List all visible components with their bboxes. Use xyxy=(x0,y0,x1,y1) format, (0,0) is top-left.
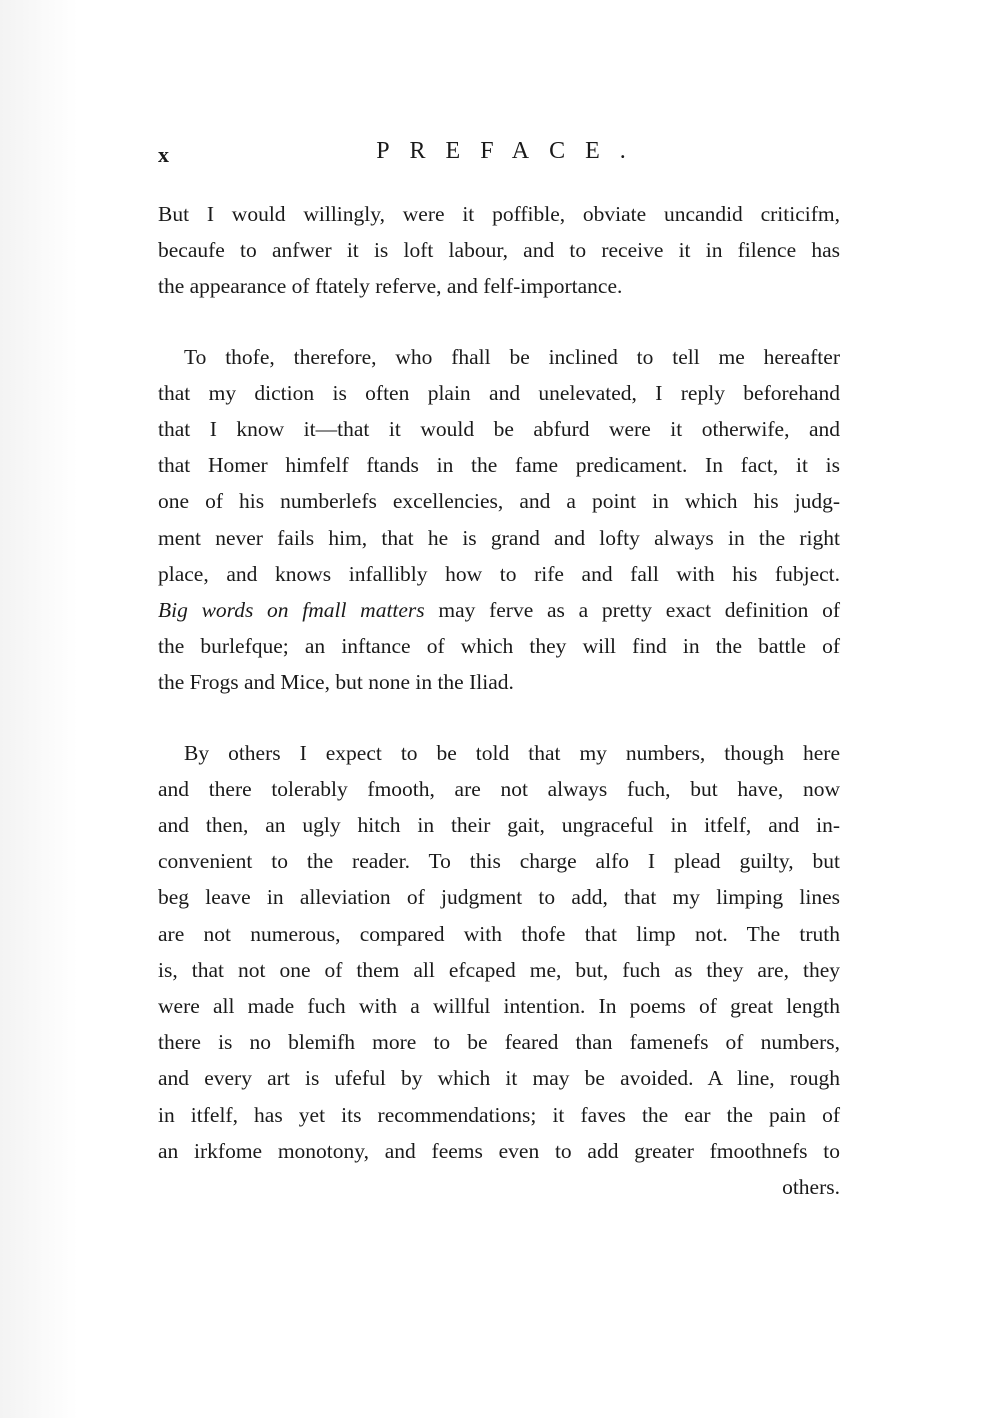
line-text: may ferve as a pretty exact definition of xyxy=(424,598,840,623)
text-line xyxy=(158,196,840,232)
line-text: ment never fails him, that he is grand and lofty always in the right xyxy=(158,525,840,550)
text-line xyxy=(158,375,840,411)
page-edge-shadow xyxy=(0,0,78,1418)
text-line xyxy=(158,843,840,879)
text-line xyxy=(158,735,840,771)
text-line xyxy=(158,268,840,304)
page-header xyxy=(158,138,840,174)
text-line xyxy=(158,447,840,483)
line-text: and every art is ufeful by which it may be avoided. A line, rough xyxy=(158,1066,840,1091)
line-text: that my diction is often plain and unelevated, I reply beforehand xyxy=(158,380,840,405)
paragraph xyxy=(158,196,840,305)
paragraph xyxy=(158,339,840,701)
line-text: in itfelf, has yet its recommendations; it faves the ear the pain of xyxy=(158,1102,840,1127)
text-line xyxy=(158,664,840,700)
italic-phrase: Big words on fmall matters xyxy=(158,598,425,623)
line-text: are not numerous, compared with thofe that limp not. The truth xyxy=(158,921,840,946)
text-line xyxy=(158,1133,840,1169)
text-line xyxy=(158,556,840,592)
text-line xyxy=(158,1169,840,1205)
line-text: the appearance of ftately referve, and felf-importance. xyxy=(158,274,623,299)
text-line xyxy=(158,411,840,447)
text-line xyxy=(158,520,840,556)
text-line xyxy=(158,1024,840,1060)
line-text: place, and knows infallibly how to rife and fall with his fubject. xyxy=(158,561,840,586)
line-text: But I would willingly, were it poffible, obviate uncandid criticifm, xyxy=(158,202,840,226)
text-line xyxy=(158,339,840,375)
line-text: convenient to the reader. To this charge alfo I plead guilty, but xyxy=(158,849,840,874)
line-text: one of his numberlefs excellencies, and a point in which his judg- xyxy=(158,489,840,514)
text-line xyxy=(158,916,840,952)
line-text: and then, an ugly hitch in their gait, ungraceful in itfelf, and in- xyxy=(158,813,840,838)
line-text: To thofe, therefore, who fhall be inclined to tell me hereafter xyxy=(184,344,840,369)
body-text xyxy=(158,196,840,1205)
line-text: is, that not one of them all efcaped me, but, fuch as they are, they xyxy=(158,957,840,982)
text-line xyxy=(158,879,840,915)
text-line xyxy=(158,232,840,268)
line-text: there is no blemifh more to be feared than famenefs of numbers, xyxy=(158,1030,840,1055)
line-text: the burlefque; an inftance of which they will find in the battle of xyxy=(158,634,840,659)
line-text: that Homer himfelf ftands in the fame predicament. In fact, it is xyxy=(158,453,840,478)
line-text: the Frogs and Mice, but none in the Iliad. xyxy=(158,670,514,695)
line-text: beg leave in alleviation of judgment to add, that my limping lines xyxy=(158,885,840,910)
text-line xyxy=(158,592,840,628)
running-title: PREFACE. xyxy=(376,138,646,164)
text-line xyxy=(158,628,840,664)
line-text: others. xyxy=(782,1175,840,1200)
paragraph xyxy=(158,735,840,1206)
text-line xyxy=(158,1097,840,1133)
text-line xyxy=(158,807,840,843)
line-text: By others I expect to be told that my numbers, though here xyxy=(184,740,840,765)
text-line xyxy=(158,988,840,1024)
text-line xyxy=(158,483,840,519)
line-text: becaufe to anfwer it is loft labour, and to receive it in filence has xyxy=(158,238,840,263)
text-line xyxy=(158,771,840,807)
text-line xyxy=(158,952,840,988)
page-number: x xyxy=(158,142,169,167)
line-text: and there tolerably fmooth, are not always fuch, but have, now xyxy=(158,776,840,801)
line-text: that I know it—that it would be abfurd were it otherwife, and xyxy=(158,417,840,442)
line-text: were all made fuch with a willful intention. In poems of great length xyxy=(158,994,840,1019)
line-text: an irkfome monotony, and feems even to add greater fmoothnefs to xyxy=(158,1138,840,1163)
text-line xyxy=(158,1060,840,1096)
